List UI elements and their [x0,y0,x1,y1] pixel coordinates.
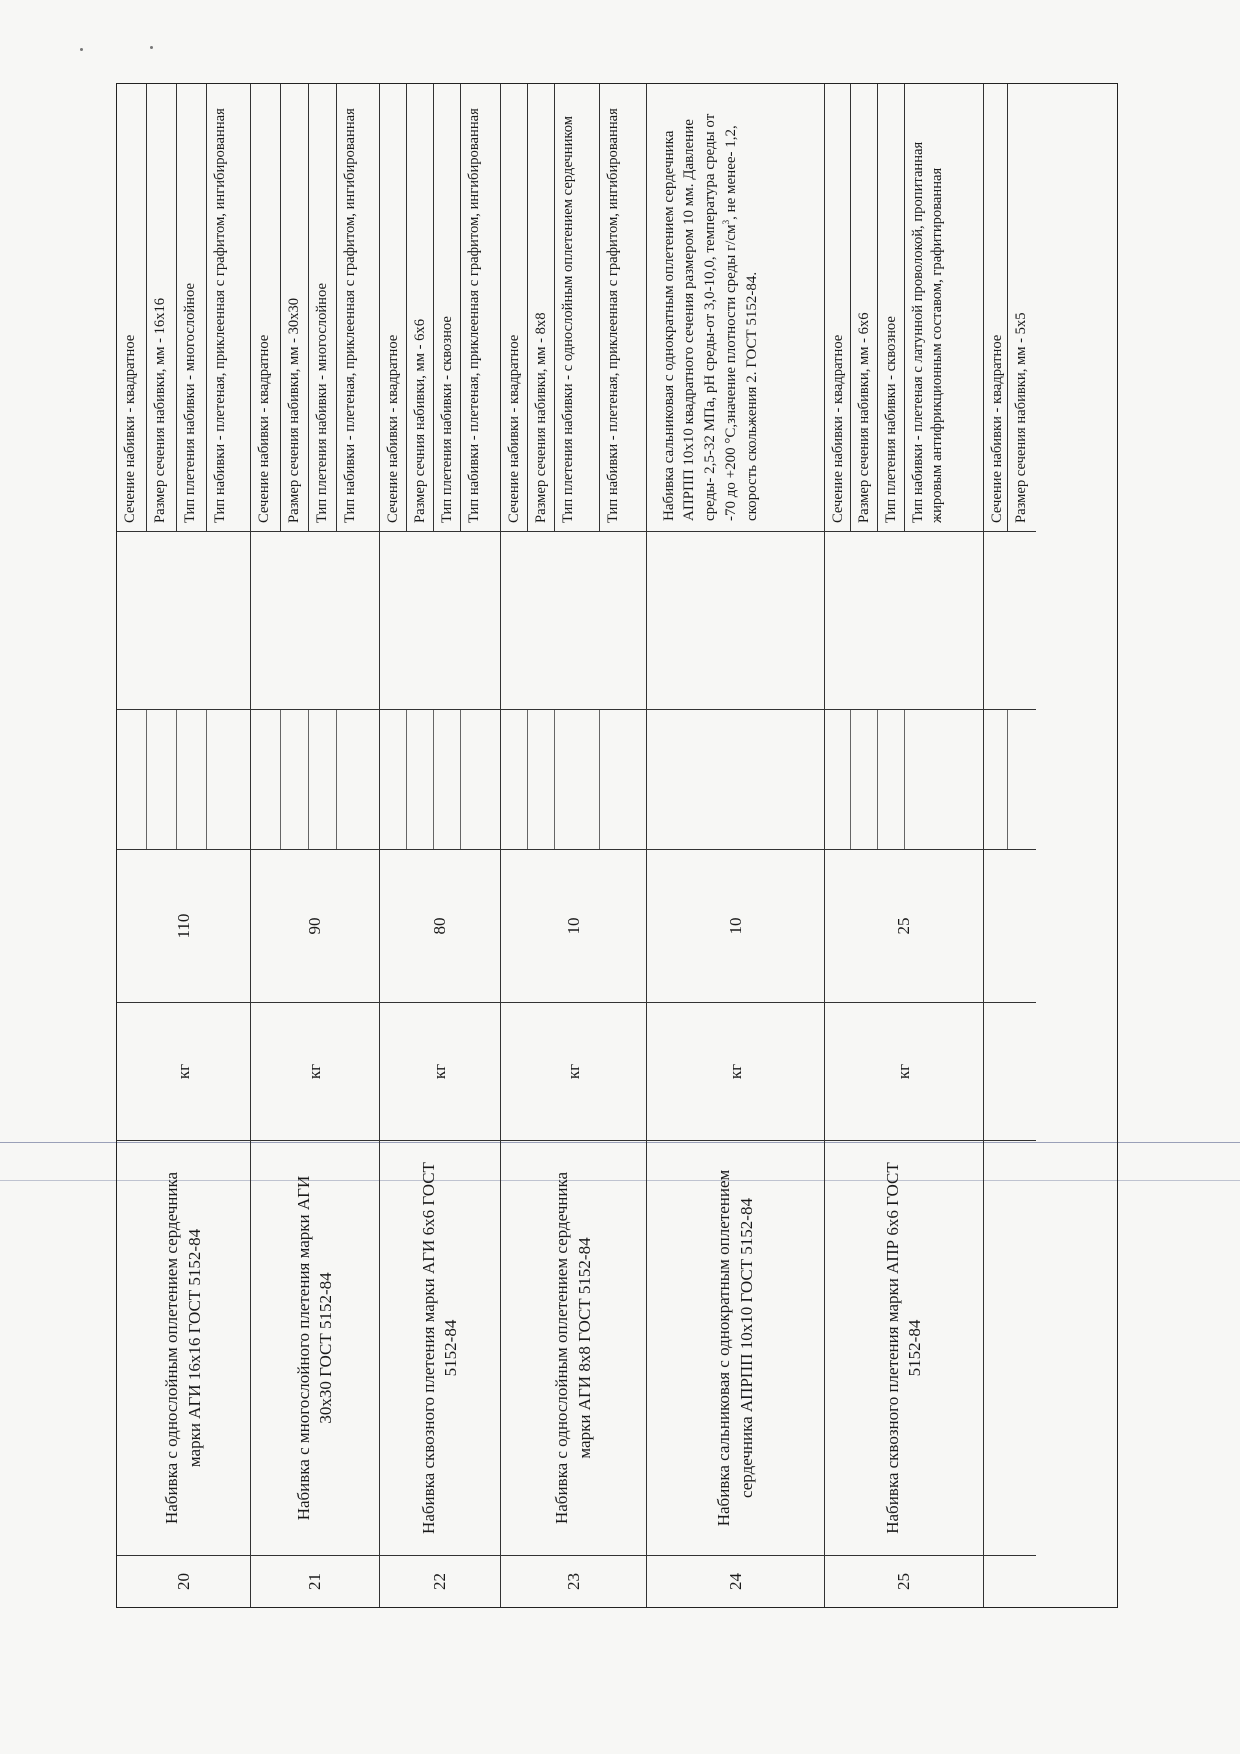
blank-column-a [825,709,983,849]
blank-column-a [251,709,379,849]
blank-column-b [117,531,250,709]
quantity: 110 [117,849,250,1002]
characteristics [647,84,824,531]
item-name: Набивка с многослойного плетения марки АГИ 30х30 ГОСТ 5152-84 [251,1140,379,1555]
blank-column-a [380,709,500,849]
characteristic: Размер сечения набивки, мм - 5х5 [1013,312,1029,523]
item-name [984,1140,1036,1555]
blank-column-b [984,531,1036,709]
item-name: Набивка сальниковая с однократным оплетением сердечника АПРПП 10х10 ГОСТ 5152-84 [647,1140,824,1555]
characteristic: Тип плетения набивки - с однослойным оплетением сердечником [555,84,600,531]
blank-column-a [501,709,646,849]
blank-column-a [647,709,824,849]
quantity: 25 [825,849,983,1002]
row-number [984,1555,1036,1607]
blank-column-b [380,531,500,709]
quantity [984,849,1036,1002]
characteristics [825,84,983,531]
unit: кг [251,1002,379,1140]
blank-column-b [825,531,983,709]
item-name: Набивка с однослойным оплетением сердечника марки АГИ 16х16 ГОСТ 5152-84 [117,1140,250,1555]
item-name: Набивка сквозного плетения марки АПР 6х6 ГОСТ 5152-84 [825,1140,983,1555]
row-number: 22 [380,1555,500,1607]
table-row [380,84,501,1607]
table-row [647,84,825,1607]
blank-column-b [647,531,824,709]
characteristic: Сечение набивки - квадратное [117,84,147,531]
quantity: 90 [251,849,379,1002]
characteristic: Размер сечения набивки, мм - 8х8 [528,84,555,531]
characteristics [251,84,379,531]
unit [984,1002,1036,1140]
table-row [501,84,647,1607]
characteristic: Размер сечения набивки, мм - 30х30 [281,84,309,531]
quantity: 10 [501,849,646,1002]
row-number: 24 [647,1555,824,1607]
characteristic: Сечение набивки - квадратное [380,84,407,531]
characteristic: Сечение набивки - квадратное [825,84,851,531]
characteristic: Сечение набивки - квадратное [501,84,528,531]
quantity: 80 [380,849,500,1002]
blank-column-b [251,531,379,709]
characteristic: Сечение набивки - квадратное [251,84,281,531]
characteristic: Тип набивки - плетеная, приклеенная с графитом, ингибированная [342,108,358,523]
characteristic: Тип набивки - плетеная, приклеенная с графитом, ингибированная [466,108,482,523]
characteristics [984,84,1036,531]
row-number: 21 [251,1555,379,1607]
item-name: Набивка сквозного плетения марки АГИ 6х6 ГОСТ 5152-84 [380,1140,500,1555]
table-row [825,84,984,1607]
characteristic: Тип набивки - плетеная с латунной проволокой, пропитанная жировым антифрикционным составом, графитированная [910,141,945,523]
item-description: Набивка сальниковая с однократным оплетением сердечника АПРПП 10х10 квадратного сечения размером 10 мм. Давление среды- 2,5-32 МПа, pH среды-от 3,0-10,0, температура среды от -70 до +200 °С,значение плотности среды $г/см^3$, не менее- 1,2, скорость скольжения 2. ГОСТ 5152-84. [661,113,760,521]
blank-column-a [984,709,1036,849]
blank-column-b [501,531,646,709]
characteristic: Размер сечния набивки, мм - 6х6 [407,84,434,531]
blank-column-a [117,709,250,849]
table-row [117,84,251,1607]
table-row [251,84,380,1607]
unit: кг [825,1002,983,1140]
unit: кг [380,1002,500,1140]
specification-table [116,83,1118,1608]
characteristic: Тип плетения набивки - сквозное [878,84,905,531]
characteristic: Тип набивки - плетеная, приклеенная с графитом, ингибированная [605,108,621,523]
characteristic: Размер сечения набивки, мм - 16х16 [147,84,177,531]
row-number: 20 [117,1555,250,1607]
characteristics [117,84,250,531]
characteristics [501,84,646,531]
unit: кг [647,1002,824,1140]
quantity: 10 [647,849,824,1002]
row-number: 25 [825,1555,983,1607]
characteristic: Тип плетения набивки - многослойное [309,84,337,531]
table-row [984,84,1036,1607]
row-number: 23 [501,1555,646,1607]
characteristic: Тип плетения набивки - сквозное [434,84,461,531]
unit: кг [117,1002,250,1140]
characteristic: Тип плетения набивки - многослойное [177,84,207,531]
characteristic: Тип набивки - плетеная, приклеенная с графитом, ингибированная [212,108,228,523]
characteristic: Сечение набивки - квадратное [984,84,1008,531]
characteristics [380,84,500,531]
unit: кг [501,1002,646,1140]
item-name: Набивка с однослойным оплетением сердечника марки АГИ 8х8 ГОСТ 5152-84 [501,1140,646,1555]
characteristic: Размер сечения набивки, мм - 6х6 [851,84,878,531]
